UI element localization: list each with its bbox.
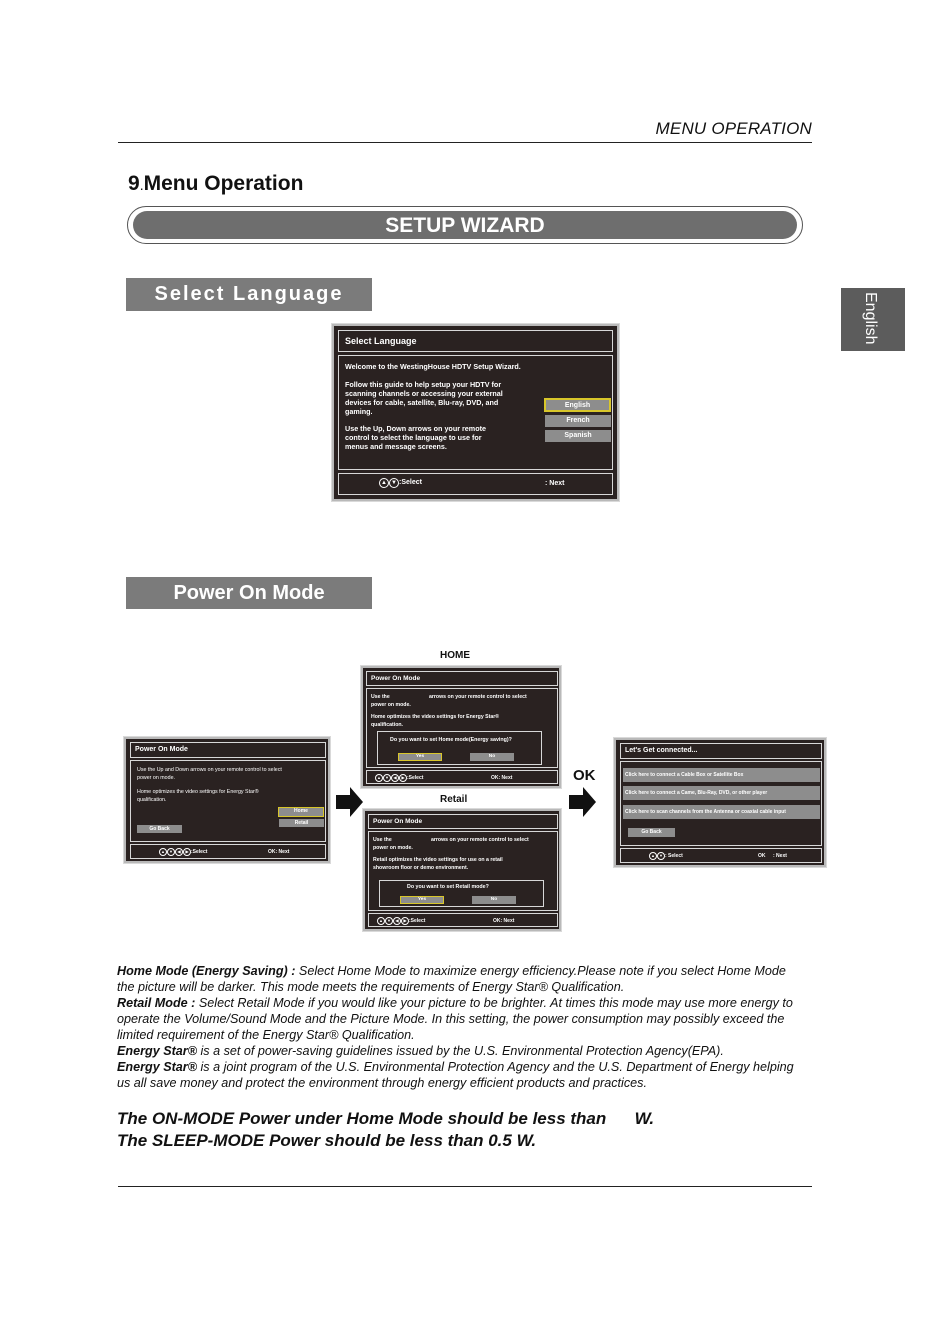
connect-footer-select xyxy=(649,852,683,860)
retail-mode-paragraph-line: operate the Volume/Sound Mode and the Picture Mode. In this setting, the power consumption may possibly exceed the xyxy=(117,1012,785,1026)
down-arrow-icon: ▼ xyxy=(657,852,665,860)
power-on-mode-screen xyxy=(124,737,330,863)
retail-mode-paragraph-line xyxy=(117,995,793,1011)
connect-footer xyxy=(620,848,822,863)
retail-text-line: Retail optimizes the video settings for use on a retail xyxy=(373,857,503,863)
connect-footer-next: : Next xyxy=(773,853,787,859)
retail-body xyxy=(368,831,558,911)
pom-text-line: Use the Up and Down arrows on your remote control to select xyxy=(137,767,282,773)
retail-text-line: arrows on your remote control to select xyxy=(431,837,529,843)
lang-welcome-text: Welcome to the WestingHouse HDTV Setup Wizard. xyxy=(345,362,521,371)
side-tab-label: English xyxy=(862,292,879,345)
home-titlebar xyxy=(366,671,558,686)
retail-footer-next: OK: Next xyxy=(493,918,515,924)
home-question-dialog xyxy=(377,731,542,765)
home-title: Power On Mode xyxy=(371,675,421,682)
lang-screen-body xyxy=(338,355,613,470)
retail-question: Do you want to set Retail mode? xyxy=(407,884,489,890)
footer-rule xyxy=(118,1186,812,1187)
energy-star-paragraph-line: us all save money and protect the environment through energy efficient products and practices. xyxy=(117,1076,647,1090)
language-option-french[interactable]: French xyxy=(545,415,611,427)
energy-star-term: Energy Star® xyxy=(117,1044,197,1058)
pom-title: Power On Mode xyxy=(135,746,188,753)
pom-option-retail[interactable]: Retail xyxy=(279,819,324,827)
energy-star-text: is a joint program of the U.S. Environmental Protection Agency and the U.S. Department of Energy helping xyxy=(196,1060,794,1074)
energy-star-paragraph-line xyxy=(117,1043,724,1059)
retail-yes-button[interactable]: Yes xyxy=(400,896,444,904)
home-question: Do you want to set Home mode(Energy saving)? xyxy=(390,737,512,743)
retail-text-line: showroom floor or demo environment. xyxy=(373,865,469,871)
pom-option-home[interactable]: Home xyxy=(278,807,324,817)
home-body xyxy=(366,688,558,768)
retail-no-button[interactable]: No xyxy=(472,896,516,904)
right-arrow-icon: ▶ xyxy=(399,774,407,782)
home-text-line: Home optimizes the video settings for Energy Star® xyxy=(371,714,500,720)
retail-text-line: Use the xyxy=(373,837,392,843)
retail-footer xyxy=(368,913,558,927)
retail-mode-paragraph-line: limited requirement of the Energy Star® Qualification. xyxy=(117,1028,415,1042)
retail-caption: Retail xyxy=(440,794,468,805)
connect-footer-ok: OK xyxy=(758,853,766,859)
lang-screen-title: Select Language xyxy=(345,336,417,346)
right-arrow-icon xyxy=(569,787,597,817)
retail-text-line: power on mode. xyxy=(373,845,413,851)
pom-titlebar xyxy=(130,742,326,758)
pom-text-line: Home optimizes the video settings for Energy Star® xyxy=(137,789,259,795)
left-arrow-icon: ◀ xyxy=(393,917,401,925)
home-text-line: power on mode. xyxy=(371,702,411,708)
section-title: 9.Menu Operation xyxy=(128,172,304,195)
language-option-spanish[interactable]: Spanish xyxy=(545,430,611,442)
retail-title: Power On Mode xyxy=(373,818,423,825)
setup-wizard-banner: SETUP WIZARD xyxy=(133,211,797,239)
pom-text-line: power on mode. xyxy=(137,775,175,781)
pom-body xyxy=(130,760,326,842)
energy-star-paragraph-line xyxy=(117,1059,794,1075)
retail-question-dialog xyxy=(379,880,544,907)
lets-get-connected-screen xyxy=(614,738,826,867)
up-arrow-icon: ▲ xyxy=(379,478,389,488)
lang-screen-footer xyxy=(338,473,613,495)
connect-player-option[interactable]: Click here to connect a Came, Blu-Ray, DVD, or other player xyxy=(623,786,820,800)
retail-mode-text: Select Retail Mode if you would like your picture to be brighter. At times this mode may use more energy to xyxy=(195,996,793,1010)
right-arrow-icon xyxy=(336,787,364,817)
pom-footer xyxy=(130,844,326,859)
up-arrow-icon: ▲ xyxy=(159,848,167,856)
connect-title: Let's Get connected... xyxy=(625,747,698,754)
down-arrow-icon: ▼ xyxy=(383,774,391,782)
lang-guide-line: scanning channels or accessing your external xyxy=(345,389,503,398)
lang-guide-line: Follow this guide to help setup your HDTV for xyxy=(345,380,502,389)
connect-footer-select-label: : Select xyxy=(665,853,683,859)
page-header-title: MENU OPERATION xyxy=(655,119,812,138)
home-mode-paragraph-line: the picture will be darker. This mode meets the requirements of Energy Star® Qualification. xyxy=(117,980,625,994)
pom-go-back-button[interactable]: Go Back xyxy=(137,825,182,833)
header-rule xyxy=(118,142,812,143)
right-arrow-icon: ▶ xyxy=(401,917,409,925)
lang-footer-next: : Next xyxy=(545,480,565,487)
on-mode-power-note: The ON-MODE Power under Home Mode should be less than W. xyxy=(117,1109,655,1128)
home-mode-term: Home Mode (Energy Saving) : xyxy=(117,964,296,978)
home-caption: HOME xyxy=(440,650,470,661)
retail-footer-select-label: :Select xyxy=(409,918,426,924)
lang-screen-titlebar xyxy=(338,330,613,352)
language-option-english[interactable]: English xyxy=(544,398,611,412)
lang-instruction-line: menus and message screens. xyxy=(345,442,447,451)
lang-instruction-line: control to select the language to use for xyxy=(345,433,482,442)
left-arrow-icon: ◀ xyxy=(391,774,399,782)
down-arrow-icon: ▼ xyxy=(389,478,399,488)
language-side-tab xyxy=(841,288,905,351)
retail-footer-select xyxy=(377,917,425,925)
ok-label: OK xyxy=(573,767,596,784)
home-text-line: Use the xyxy=(371,694,390,700)
lang-footer-select xyxy=(379,478,422,488)
connect-cable-box-option[interactable]: Click here to connect a Cable Box or Satellite Box xyxy=(623,768,820,782)
retail-mode-term: Retail Mode : xyxy=(117,996,196,1010)
home-mode-text: Select Home Mode to maximize energy efficiency.Please note if you select Home Mode xyxy=(295,964,786,978)
up-arrow-icon: ▲ xyxy=(649,852,657,860)
section-title-text: Menu Operation xyxy=(143,172,304,195)
lang-instruction-line: Use the Up, Down arrows on your remote xyxy=(345,424,486,433)
right-arrow-icon: ▶ xyxy=(183,848,191,856)
pom-footer-next: OK: Next xyxy=(268,849,290,855)
retail-titlebar xyxy=(368,814,558,829)
pom-footer-select-label: :Select xyxy=(191,849,208,855)
power-on-mode-label: Power On Mode xyxy=(126,577,372,609)
connect-go-back-button[interactable]: Go Back xyxy=(628,828,675,837)
energy-star-term: Energy Star® xyxy=(117,1060,197,1074)
home-footer-next: OK: Next xyxy=(491,775,513,781)
select-language-screen xyxy=(332,324,619,501)
retail-mode-screen xyxy=(363,809,561,931)
home-text-line: qualification. xyxy=(371,722,403,728)
home-text-line: arrows on your remote control to select xyxy=(429,694,527,700)
pom-footer-select xyxy=(159,848,207,856)
down-arrow-icon: ▼ xyxy=(167,848,175,856)
scan-channels-option[interactable]: Click here to scan channels from the Antenna or coaxial cable input xyxy=(623,805,820,819)
home-no-button[interactable]: No xyxy=(470,753,514,761)
energy-star-text: is a set of power-saving guidelines issued by the U.S. Environmental Protection Agency(EPA). xyxy=(196,1044,724,1058)
pom-text-line: qualification. xyxy=(137,797,167,803)
home-mode-paragraph-line xyxy=(117,963,786,979)
connect-titlebar xyxy=(620,743,822,759)
home-yes-button[interactable]: Yes xyxy=(398,753,442,761)
home-footer xyxy=(366,770,558,784)
left-arrow-icon: ◀ xyxy=(175,848,183,856)
home-footer-select xyxy=(375,774,423,782)
sleep-mode-power-note: The SLEEP-MODE Power should be less than 0.5 W. xyxy=(117,1131,537,1150)
down-arrow-icon: ▼ xyxy=(385,917,393,925)
up-arrow-icon: ▲ xyxy=(377,917,385,925)
select-language-label: Select Language xyxy=(126,278,372,311)
home-mode-screen xyxy=(361,666,561,788)
lang-guide-line: devices for cable, satellite, Blu-ray, DVD, and xyxy=(345,398,499,407)
lang-guide-line: gaming. xyxy=(345,407,373,416)
lang-footer-select-label: :Select xyxy=(399,479,422,486)
connect-body xyxy=(620,761,822,846)
home-footer-select-label: :Select xyxy=(407,775,424,781)
up-arrow-icon: ▲ xyxy=(375,774,383,782)
section-number: 9 xyxy=(128,172,140,195)
